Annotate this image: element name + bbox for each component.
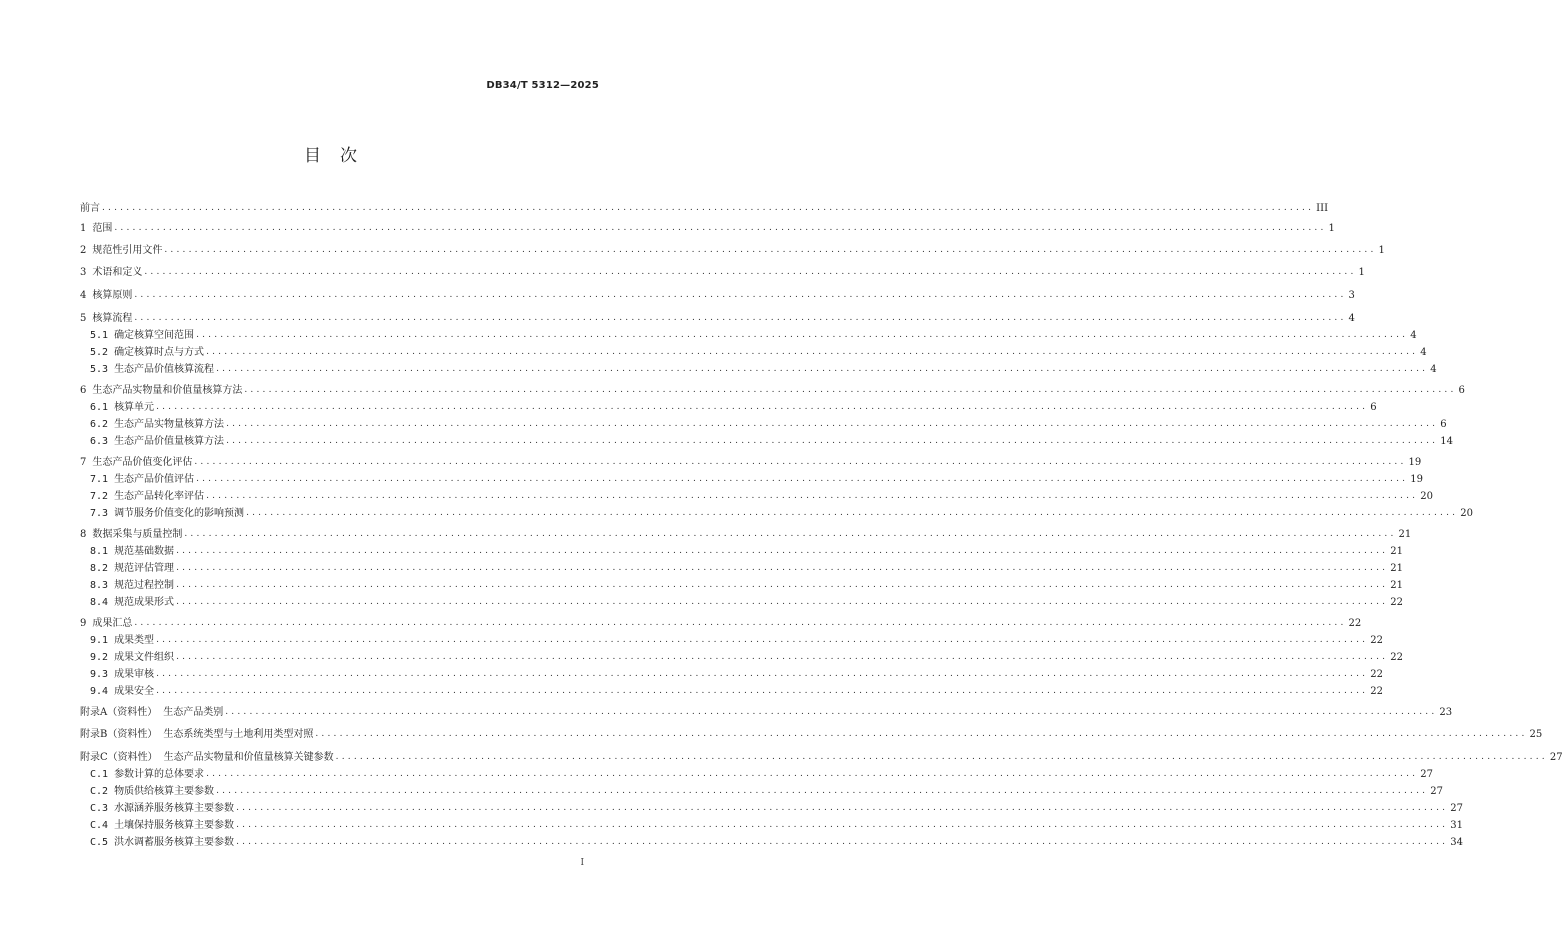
toc-entry-number: 5.2 bbox=[90, 347, 109, 358]
toc-entry-number: 1 bbox=[80, 223, 87, 234]
toc-entry-label: 数据采集与质量控制 bbox=[92, 529, 183, 540]
toc-entry[interactable] bbox=[80, 749, 1563, 766]
toc-entry-label: 生态产品价值量核算方法 bbox=[114, 436, 225, 447]
toc-entry-page: 19 bbox=[1410, 474, 1423, 485]
toc-entry-number: C.2 bbox=[90, 786, 109, 797]
toc-entry-page: 22 bbox=[1348, 618, 1362, 629]
dot-leader: ........................................................................................................................................................................................................ bbox=[196, 330, 1409, 340]
toc-entry-number: 5.3 bbox=[90, 364, 109, 375]
toc-entry-number: C.1 bbox=[90, 769, 109, 780]
dot-leader: ........................................................................................................................................................................................................ bbox=[246, 508, 1459, 518]
toc-entry-page: 6 bbox=[1458, 385, 1465, 396]
toc-entry-page: 4 bbox=[1410, 330, 1417, 341]
dot-leader: ........................................................................................................................................................................................................ bbox=[176, 563, 1389, 573]
toc-entry[interactable] bbox=[80, 800, 1463, 817]
toc-entry[interactable] bbox=[80, 683, 1383, 700]
toc-entry-label: 确定核算空间范围 bbox=[114, 330, 195, 341]
toc-entry-page: III bbox=[1316, 203, 1329, 214]
toc-entry-number: 3 bbox=[80, 267, 87, 278]
dot-leader: ........................................................................................................................................................................................................ bbox=[176, 580, 1389, 590]
toc-entry-page: 22 bbox=[1390, 597, 1403, 608]
dot-leader: ........................................................................................................................................................................................................ bbox=[134, 313, 1347, 323]
toc-entry[interactable] bbox=[80, 594, 1403, 611]
toc-entry-number: 9 bbox=[80, 618, 87, 629]
toc-entry[interactable] bbox=[80, 344, 1427, 361]
dot-leader: ........................................................................................................................................................................................................ bbox=[134, 618, 1347, 628]
dot-leader: ........................................................................................................................................................................................................ bbox=[176, 597, 1389, 607]
toc-entry-page: 21 bbox=[1390, 580, 1403, 591]
dot-leader: ........................................................................................................................................................................................................ bbox=[184, 529, 1397, 539]
toc-entry[interactable] bbox=[80, 382, 1465, 399]
toc-entry-number: 7 bbox=[80, 457, 87, 468]
toc-entry-number: 9.3 bbox=[90, 669, 109, 680]
toc-entry[interactable] bbox=[80, 242, 1385, 259]
toc-entry[interactable] bbox=[80, 287, 1355, 304]
toc-entry-page: 19 bbox=[1408, 457, 1422, 468]
toc-entry-label: 前言 bbox=[80, 203, 100, 214]
toc-entry-page: 3 bbox=[1348, 290, 1355, 301]
toc-entry-number: 4 bbox=[80, 290, 87, 301]
toc-entry-number: 9.1 bbox=[90, 635, 109, 646]
dot-leader: ........................................................................................................................................................................................................ bbox=[206, 491, 1419, 501]
dot-leader: ........................................................................................................................................................................................................ bbox=[176, 652, 1389, 662]
toc-entry-label: 成果安全 bbox=[114, 686, 155, 697]
toc-entry[interactable] bbox=[80, 488, 1433, 505]
toc-entry-label: 核算单元 bbox=[114, 402, 155, 413]
toc-entry-label: 规范成果形式 bbox=[114, 597, 175, 608]
toc-entry-page: 23 bbox=[1439, 707, 1453, 718]
dot-leader: ........................................................................................................................................................................................................ bbox=[226, 436, 1439, 446]
toc-entry-number: 7.3 bbox=[90, 508, 109, 519]
toc-entry-page: 22 bbox=[1370, 669, 1383, 680]
toc-entry[interactable] bbox=[80, 560, 1403, 577]
toc-entry-number: 9.2 bbox=[90, 652, 109, 663]
toc-entry-number: 8.3 bbox=[90, 580, 109, 591]
dot-leader: ........................................................................................................................................................................................................ bbox=[226, 419, 1439, 429]
toc-entry-number: 9.4 bbox=[90, 686, 109, 697]
toc-entry-number: C.4 bbox=[90, 820, 109, 831]
toc-entry-page: 6 bbox=[1440, 419, 1447, 430]
toc-entry-page: 25 bbox=[1529, 729, 1543, 740]
toc-entry-page: 1 bbox=[1378, 245, 1385, 256]
toc-entry-page: 20 bbox=[1460, 508, 1473, 519]
toc-entry-label: 参数计算的总体要求 bbox=[114, 769, 205, 780]
toc-entry-page: 22 bbox=[1370, 635, 1383, 646]
toc-entry-label: 核算原则 bbox=[92, 290, 133, 301]
toc-entry-page: 6 bbox=[1370, 402, 1377, 413]
toc-entry-label: 生态产品实物量和价值量核算方法 bbox=[92, 385, 243, 396]
toc-entry-label: 生态产品价值变化评估 bbox=[92, 457, 193, 468]
dot-leader: ........................................................................................................................................................................................................ bbox=[206, 769, 1419, 779]
dot-leader: ........................................................................................................................................................................................................ bbox=[156, 686, 1369, 696]
toc-entry-number: 5.1 bbox=[90, 330, 109, 341]
toc-entry-page: 4 bbox=[1420, 347, 1427, 358]
toc-entry-label: 生态系统类型与土地利用类型对照 bbox=[163, 729, 314, 740]
toc-entry-number: 6.2 bbox=[90, 419, 109, 430]
dot-leader: ........................................................................................................................................................................................................ bbox=[114, 223, 1327, 233]
toc-entry[interactable] bbox=[80, 726, 1543, 743]
dot-leader: ........................................................................................................................................................................................................ bbox=[216, 786, 1429, 796]
toc-entry-label: 生态产品实物量核算方法 bbox=[114, 419, 225, 430]
toc-entry-label: 成果类型 bbox=[114, 635, 155, 646]
toc-entry[interactable] bbox=[80, 543, 1403, 560]
dot-leader: ........................................................................................................................................................................................................ bbox=[335, 752, 1548, 762]
dot-leader: ........................................................................................................................................................................................................ bbox=[206, 347, 1419, 357]
toc-entry-page: 1 bbox=[1358, 267, 1365, 278]
toc-entry-label: 规范过程控制 bbox=[114, 580, 175, 591]
toc-entry[interactable] bbox=[80, 505, 1473, 522]
toc-entry-number: C.3 bbox=[90, 803, 109, 814]
toc-entry-label: 规范评估管理 bbox=[114, 563, 175, 574]
toc-entry-label: 术语和定义 bbox=[92, 267, 143, 278]
toc-entry[interactable] bbox=[80, 615, 1362, 632]
toc-entry[interactable] bbox=[80, 416, 1447, 433]
toc-entry[interactable] bbox=[80, 200, 1329, 217]
toc-entry-label: 物质供给核算主要参数 bbox=[114, 786, 215, 797]
toc-entry[interactable] bbox=[80, 327, 1417, 344]
toc-entry-label: 生态产品转化率评估 bbox=[114, 491, 205, 502]
toc-entry-label: 范围 bbox=[92, 223, 113, 234]
toc-entry-number: 8.1 bbox=[90, 546, 109, 557]
toc-entry[interactable] bbox=[80, 649, 1403, 666]
toc-entry-label: 成果汇总 bbox=[92, 618, 133, 629]
toc-entry-number: 8.2 bbox=[90, 563, 109, 574]
toc-entry-page: 22 bbox=[1370, 686, 1383, 697]
toc-entry-number: C.5 bbox=[90, 837, 109, 848]
page-title: 目 次 bbox=[304, 146, 358, 166]
toc-entry-number: 7.1 bbox=[90, 474, 109, 485]
toc-entry-page: 31 bbox=[1450, 820, 1463, 831]
toc-entry-number: 6.1 bbox=[90, 402, 109, 413]
toc-entry[interactable] bbox=[80, 666, 1383, 683]
toc-entry[interactable] bbox=[80, 783, 1443, 800]
dot-leader: ........................................................................................................................................................................................................ bbox=[134, 290, 1347, 300]
toc-entry[interactable] bbox=[80, 526, 1412, 543]
toc-entry-number: 8.4 bbox=[90, 597, 109, 608]
dot-leader: ........................................................................................................................................................................................................ bbox=[156, 669, 1369, 679]
toc-entry-label: 生态产品价值核算流程 bbox=[114, 364, 215, 375]
toc-entry-page: 21 bbox=[1398, 529, 1412, 540]
toc-entry-number: 附录C（资料性） bbox=[80, 752, 158, 763]
toc-entry-number: 2 bbox=[80, 245, 87, 256]
dot-leader: ........................................................................................................................................................................................................ bbox=[236, 837, 1449, 847]
dot-leader: ........................................................................................................................................................................................................ bbox=[144, 267, 1357, 277]
toc-entry-number: 8 bbox=[80, 529, 87, 540]
document-code: DB34/T 5312—2025 bbox=[486, 80, 599, 91]
dot-leader: ........................................................................................................................................................................................................ bbox=[196, 474, 1409, 484]
dot-leader: ........................................................................................................................................................................................................ bbox=[164, 245, 1377, 255]
toc-entry[interactable] bbox=[80, 471, 1423, 488]
toc-entry-page: 20 bbox=[1420, 491, 1433, 502]
toc-entry[interactable] bbox=[80, 577, 1403, 594]
toc-entry-page: 34 bbox=[1450, 837, 1463, 848]
toc-entry-label: 成果审核 bbox=[114, 669, 155, 680]
toc-entry-number: 7.2 bbox=[90, 491, 109, 502]
toc-entry[interactable] bbox=[80, 704, 1453, 721]
toc-entry-label: 生态产品价值评估 bbox=[114, 474, 195, 485]
dot-leader: ........................................................................................................................................................................................................ bbox=[102, 203, 1315, 213]
dot-leader: ........................................................................................................................................................................................................ bbox=[244, 385, 1457, 395]
toc-entry[interactable] bbox=[80, 310, 1355, 327]
toc-entry-label: 土壤保持服务核算主要参数 bbox=[114, 820, 235, 831]
toc-entry-page: 4 bbox=[1430, 364, 1437, 375]
toc-entry-label: 生态产品实物量和价值量核算关键参数 bbox=[163, 752, 334, 763]
dot-leader: ........................................................................................................................................................................................................ bbox=[225, 707, 1438, 717]
toc-entry[interactable] bbox=[80, 817, 1463, 834]
toc-entry-label: 规范基础数据 bbox=[114, 546, 175, 557]
page-number: I bbox=[580, 858, 584, 868]
dot-leader: ........................................................................................................................................................................................................ bbox=[156, 635, 1369, 645]
toc-entry-label: 生态产品类别 bbox=[163, 707, 224, 718]
toc-entry-page: 21 bbox=[1390, 563, 1403, 574]
toc-entry-label: 确定核算时点与方式 bbox=[114, 347, 205, 358]
dot-leader: ........................................................................................................................................................................................................ bbox=[216, 364, 1429, 374]
toc-entry-label: 成果文件组织 bbox=[114, 652, 175, 663]
toc-entry[interactable] bbox=[80, 264, 1365, 281]
toc-entry[interactable] bbox=[80, 220, 1335, 237]
toc-entry[interactable] bbox=[80, 399, 1377, 416]
toc-entry-page: 21 bbox=[1390, 546, 1403, 557]
dot-leader: ........................................................................................................................................................................................................ bbox=[194, 457, 1407, 467]
toc-entry[interactable] bbox=[80, 433, 1453, 450]
dot-leader: ........................................................................................................................................................................................................ bbox=[176, 546, 1389, 556]
toc-entry[interactable] bbox=[80, 834, 1463, 851]
toc-entry-label: 核算流程 bbox=[92, 313, 133, 324]
toc-entry-label: 水源涵养服务核算主要参数 bbox=[114, 803, 235, 814]
toc-entry[interactable] bbox=[80, 632, 1383, 649]
toc-entry-page: 27 bbox=[1420, 769, 1433, 780]
toc-entry[interactable] bbox=[80, 454, 1422, 471]
toc-entry-label: 规范性引用文件 bbox=[92, 245, 163, 256]
toc-entry-page: 27 bbox=[1450, 803, 1463, 814]
toc-entry-number: 附录A（资料性） bbox=[80, 707, 158, 718]
toc-entry-label: 调节服务价值变化的影响预测 bbox=[114, 508, 245, 519]
toc-entry-page: 27 bbox=[1430, 786, 1443, 797]
toc-entry[interactable] bbox=[80, 361, 1437, 378]
toc-entry-page: 4 bbox=[1348, 313, 1355, 324]
toc-entry-number: 6.3 bbox=[90, 436, 109, 447]
dot-leader: ........................................................................................................................................................................................................ bbox=[315, 729, 1528, 739]
toc-entry-page: 1 bbox=[1328, 223, 1335, 234]
toc-entry-number: 6 bbox=[80, 385, 87, 396]
toc-entry-label: 洪水调蓄服务核算主要参数 bbox=[114, 837, 235, 848]
toc-entry-number: 5 bbox=[80, 313, 87, 324]
toc-entry-page: 14 bbox=[1440, 436, 1453, 447]
dot-leader: ........................................................................................................................................................................................................ bbox=[236, 803, 1449, 813]
toc-entry[interactable] bbox=[80, 766, 1433, 783]
toc-entry-page: 22 bbox=[1390, 652, 1403, 663]
dot-leader: ........................................................................................................................................................................................................ bbox=[236, 820, 1449, 830]
toc-entry-number: 附录B（资料性） bbox=[80, 729, 158, 740]
dot-leader: ........................................................................................................................................................................................................ bbox=[156, 402, 1369, 412]
toc-entry-page: 27 bbox=[1549, 752, 1563, 763]
